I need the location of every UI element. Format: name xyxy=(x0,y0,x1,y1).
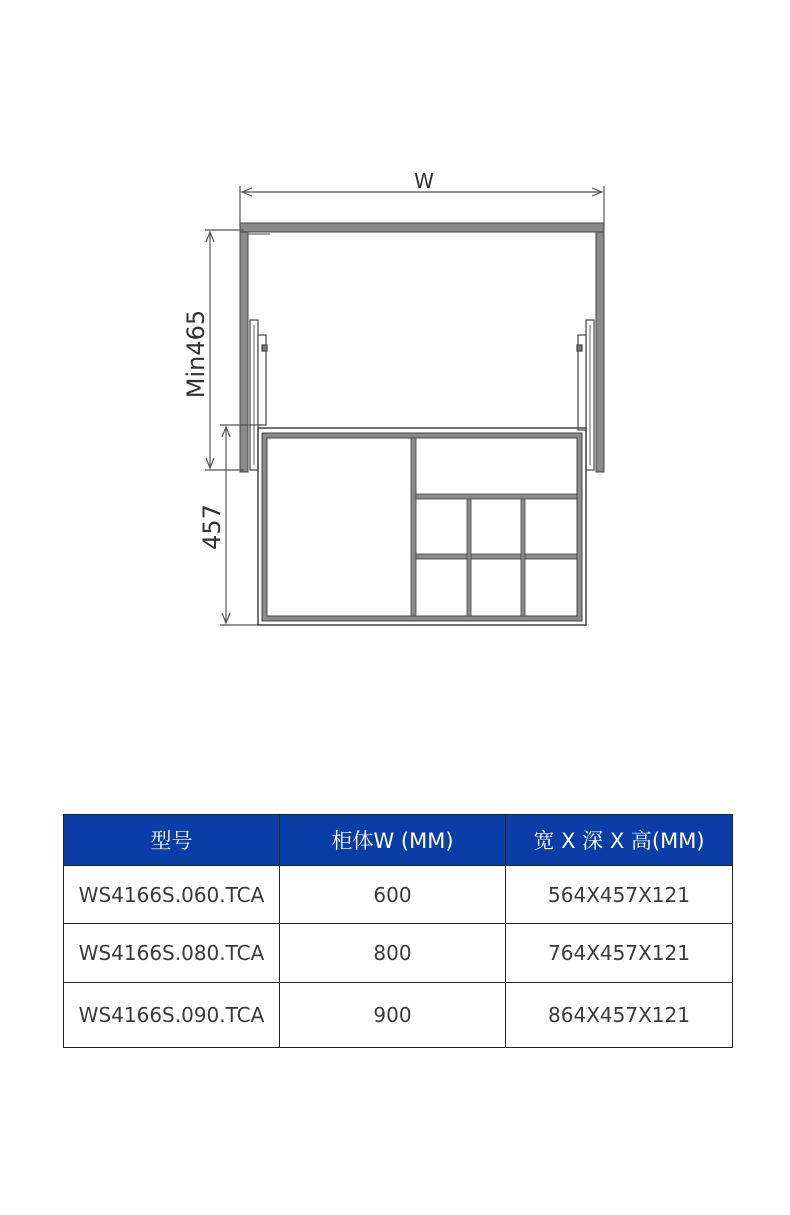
table-header-row xyxy=(64,815,733,866)
table-row xyxy=(64,924,733,983)
cell-dimensions: 864X457X121 xyxy=(506,983,733,1048)
height-dimension xyxy=(205,230,244,470)
cell-dimensions: 764X457X121 xyxy=(506,924,733,983)
spec-table xyxy=(63,814,733,1048)
height-label: Min465 xyxy=(182,309,210,399)
storage-basket xyxy=(258,428,586,625)
cell-model: WS4166S.060.TCA xyxy=(64,866,280,924)
table-row xyxy=(64,983,733,1048)
header-model: 型号 xyxy=(64,815,280,866)
table-row xyxy=(64,866,733,924)
cell-dimensions: 564X457X121 xyxy=(506,866,733,924)
cell-model: WS4166S.090.TCA xyxy=(64,983,280,1048)
cell-model: WS4166S.080.TCA xyxy=(64,924,280,983)
cell-cabinet-width: 900 xyxy=(280,983,506,1048)
basket-height-label: 457 xyxy=(198,504,226,550)
width-label: W xyxy=(414,169,434,193)
header-dimensions: 宽 X 深 X 高(MM) xyxy=(506,815,733,866)
cell-cabinet-width: 600 xyxy=(280,866,506,924)
cell-cabinet-width: 800 xyxy=(280,924,506,983)
header-cabinet-width: 柜体W (MM) xyxy=(280,815,506,866)
